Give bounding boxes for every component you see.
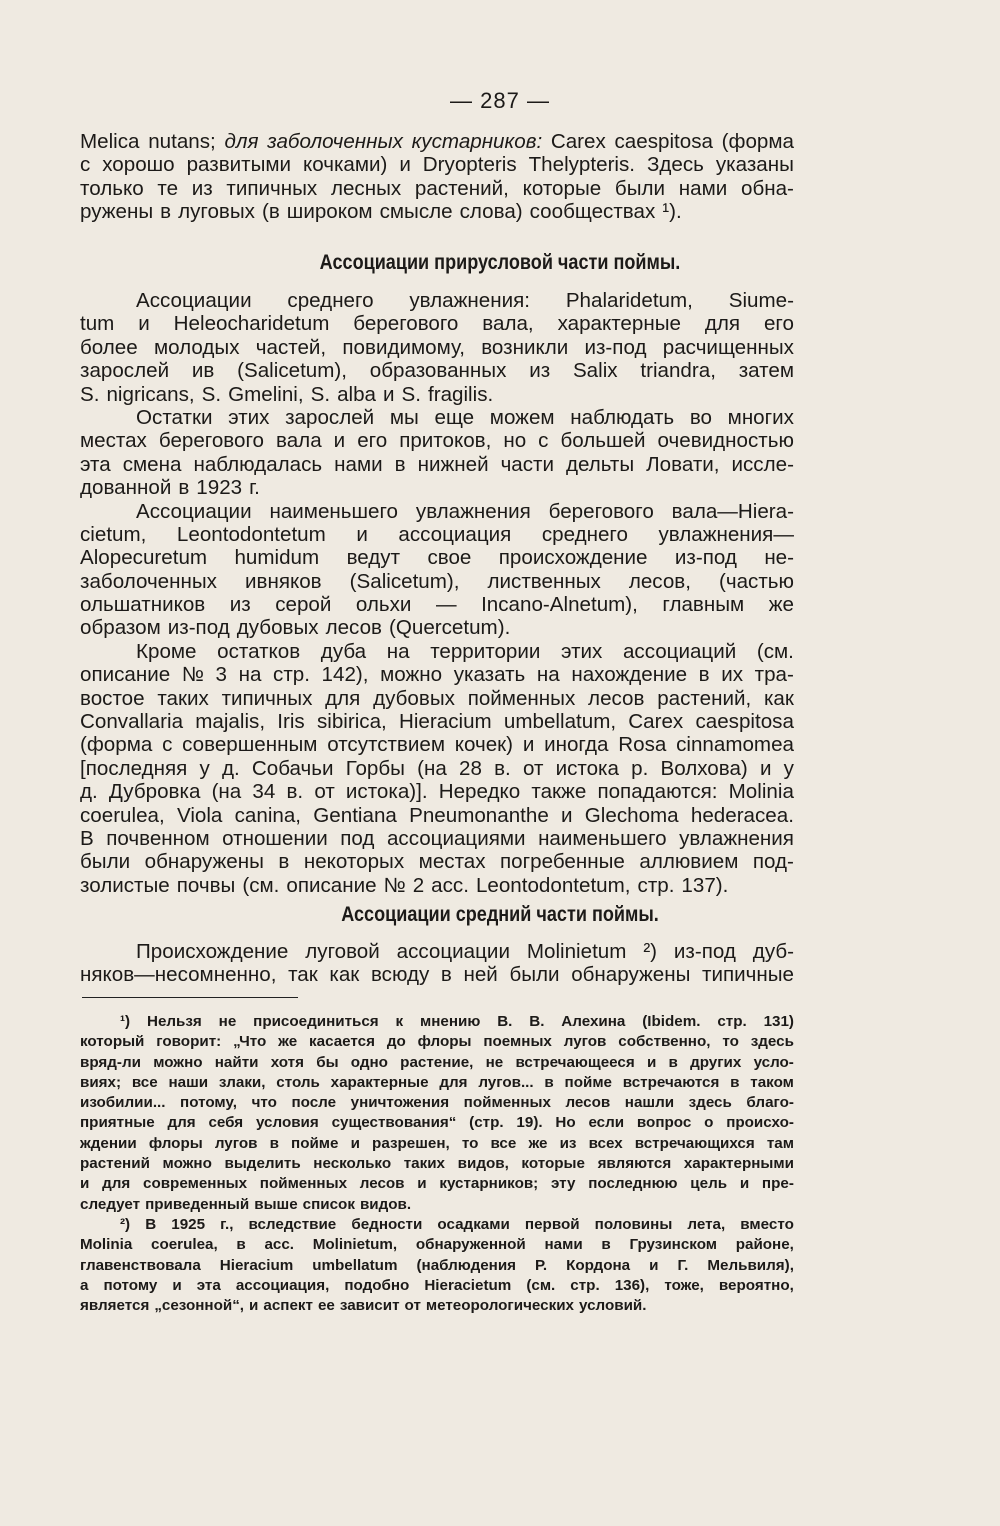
text-line: Alopecuretum humidum ведут свое происхождение из-под не- <box>80 546 794 570</box>
text-line: ²) В 1925 г., вследствие бедности осадками первой половины лета, вместо <box>120 1215 794 1233</box>
paragraph-block-3 <box>80 940 794 987</box>
footnote-separator <box>82 997 298 998</box>
text-line: ¹) Нельзя не присоединиться к мнению В. В. Алехина (Ibidem. стр. 131) <box>120 1013 794 1030</box>
text-line: S. nigricans, S. Gmelini, S. alba и S. fragilis. <box>80 382 494 406</box>
text-line: ольшатников из серой ольхи — Incano-Alnetum), главным же <box>80 593 794 617</box>
text-line: Molinia coerulea, в асс. Molinietum, обнаруженной нами в Грузинском районе, <box>80 1236 794 1254</box>
text-line: а потому и эта ассоциация, подобно Hieracietum (см. стр. 136), тоже, вероятно, <box>80 1276 794 1294</box>
paragraph-block-1 <box>80 130 794 224</box>
text-line: [последняя у д. Собачьи Горбы (на 28 в. от истока р. Волхова) и у <box>80 756 794 780</box>
page-number: — 287 — <box>450 88 550 113</box>
text-line: вряд-ли можно найти хотя бы одно растение, не встречающееся и в других усло- <box>80 1053 794 1071</box>
text-line: и для современных пойменных лесов и кустарников; эту последнюю цель и пре- <box>80 1175 794 1193</box>
text-line: который говорит: „Что же касается до флоры поемных лугов собственно, то здесь <box>80 1033 794 1051</box>
text-line: Convallaria majalis, Iris sibirica, Hieracium umbellatum, Carex caespitosa <box>80 710 794 734</box>
text-line: только те из типичных лесных растений, которые были нами обна- <box>80 176 794 200</box>
text-line: главенствовала Hieracium umbellatum (наблюдения Р. Кордона и Г. Мельвиля), <box>80 1256 794 1274</box>
text-line: востое таких типичных для дубовых пойменных лесов растений, как <box>80 686 794 710</box>
text-line: были обнаружены в некоторых местах погребенные аллювием под- <box>80 850 794 874</box>
paragraph-block-2 <box>80 289 794 897</box>
text-line: Остатки этих зарослей мы еще можем наблюдать во многих <box>136 405 794 429</box>
text-line: является „сезонной“, и аспект ее зависит от метеорологических условий. <box>80 1297 647 1315</box>
text-line: ждении флоры лугов в пойме и разрешен, то все же из всех встречающихся там <box>80 1134 794 1152</box>
section-heading-middle: Ассоциации средний части поймы. <box>341 903 659 926</box>
text-line: Происхождение луговой ассоциации Molinietum ²) из-под дуб- <box>136 940 794 963</box>
text-line: ружены в луговых (в широком смысле слова) сообществах ¹). <box>80 200 682 224</box>
text-line: с хорошо развитыми кочками) и Dryopteris Thelypteris. Здесь указаны <box>80 153 794 177</box>
text-line: coerulea, Viola canina, Gentiana Pneumonanthe и Glechoma hederacea. <box>80 803 794 827</box>
text-line: няков—несомненно, так как всюду в ней были обнаружены типичные <box>80 963 794 987</box>
text-line: заболоченных ивняков (Salicetum), лиственных лесов, (частью <box>80 569 794 593</box>
text-line: tum и Heleocharidetum берегового вала, характерные для его <box>80 312 794 336</box>
text-line: эта смена наблюдалась нами в нижней части дельты Ловати, иссле- <box>80 452 794 476</box>
text-line: cietum, Leontodontetum и ассоциация среднего увлажнения— <box>80 522 794 546</box>
text-line: (форма с совершенным отсутствием кочек) и иногда Rosa cinnamomea <box>80 733 794 757</box>
text-line: виях; все наши злаки, столь характерные для лугов... в пойме встречаются в таком <box>80 1073 794 1091</box>
text-line: золистые почвы (см. описание № 2 асс. Leontodontetum, стр. 137). <box>80 873 729 897</box>
text-line: более молодых частей, повидимому, возникли из-под расчищенных <box>80 335 794 359</box>
text-line: Кроме остатков дуба на территории этих ассоциаций (см. <box>136 639 794 663</box>
text-line: Melica nutans; для заболоченных кустарников: Carex caespitosa (форма <box>80 130 794 153</box>
text-line: д. Дубровка (на 34 в. от истока)]. Нередко также попадаются: Molinia <box>80 780 794 804</box>
section-heading-riverbank: Ассоциации прирусловой части поймы. <box>319 251 681 274</box>
text-line: Ассоциации среднего увлажнения: Phalaridetum, Siume- <box>136 289 794 312</box>
text-line: В почвенном отношении под ассоциациями наименьшего увлажнения <box>80 826 794 850</box>
text-line: следует приведенный выше список видов. <box>80 1195 412 1213</box>
text-line: приятные для себя условия существования“ (стр. 19). Но если вопрос о происхо- <box>80 1114 794 1132</box>
text-line: дованной в 1923 г. <box>80 476 260 500</box>
text-line: описание № 3 на стр. 142), можно указать на нахождение в их тра- <box>80 663 794 687</box>
text-line: растений можно выделить несколько таких видов, которые являются характерными <box>80 1155 794 1173</box>
text-line: образом из-под дубовых лесов (Quercetum). <box>80 616 511 640</box>
text-line: изобилии... потому, что после уничтожения пойменных лесов нашли здесь благо- <box>80 1094 794 1112</box>
text-line: зарослей ив (Salicetum), образованных из Salix triandra, затем <box>80 359 794 383</box>
text-line: местах берегового вала и его притоков, но с большей очевидностью <box>80 429 794 453</box>
text-line: Ассоциации наименьшего увлажнения берегового вала—Hiera- <box>136 499 794 523</box>
footnotes <box>80 1012 794 1316</box>
